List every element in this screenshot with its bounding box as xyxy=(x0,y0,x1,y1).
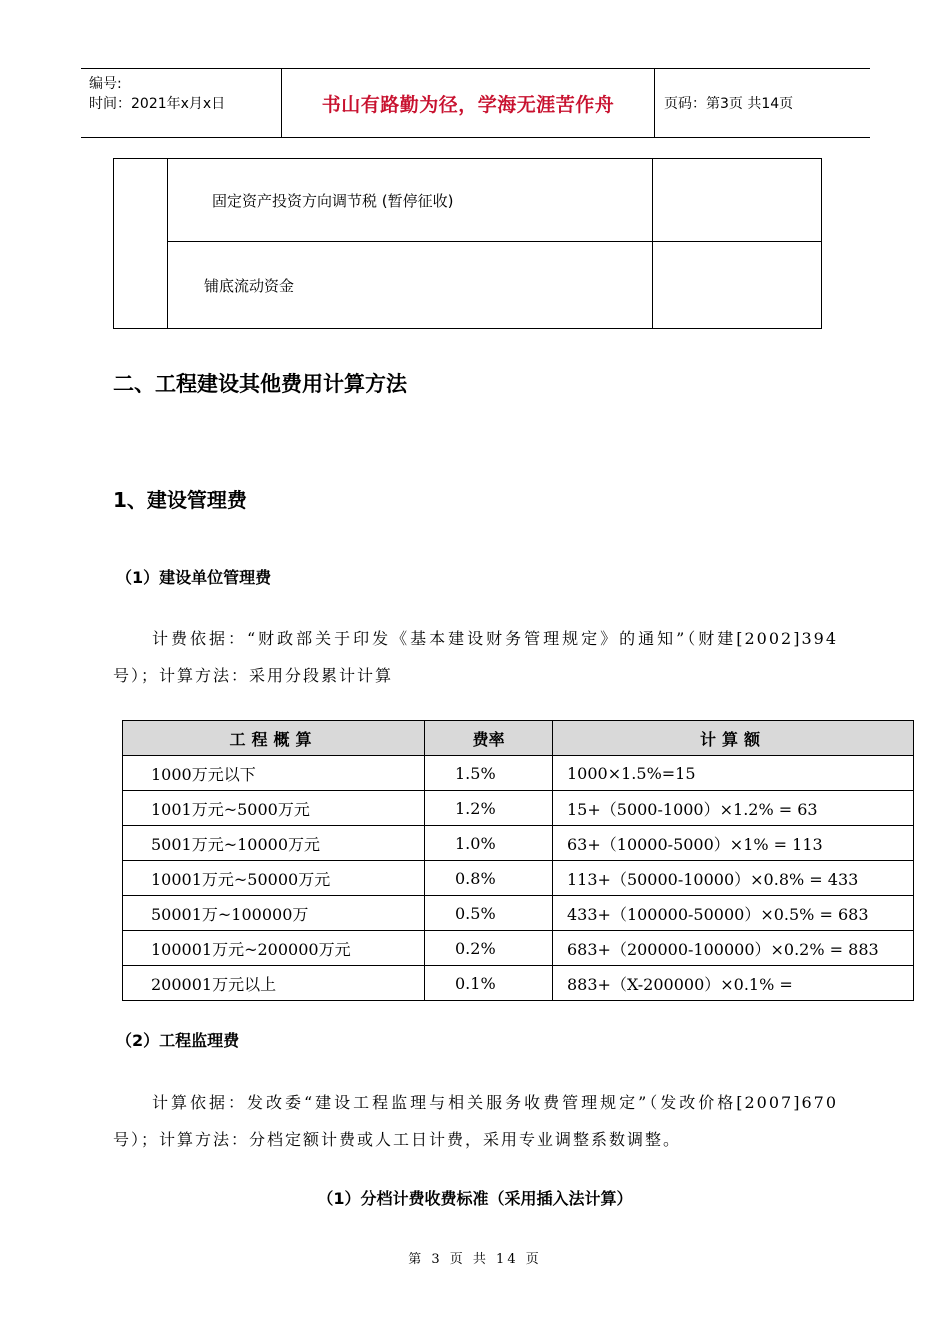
table-cell xyxy=(168,242,653,329)
header-meta xyxy=(81,69,281,137)
item1-basis xyxy=(113,620,838,694)
table-row xyxy=(114,242,822,329)
table-cell xyxy=(653,159,822,242)
page-footer: 第 3 页 共 14 页 xyxy=(408,1252,542,1267)
header-motto-cell xyxy=(281,69,655,137)
table-header-row xyxy=(123,721,914,756)
table-cell: 63+（10000-5000）×1% = 113 xyxy=(553,826,914,861)
section-title: 二、工程建设其他费用计算方法 xyxy=(113,372,407,396)
table-row xyxy=(123,896,914,931)
table-row xyxy=(123,826,914,861)
table-cell: 1000×1.5%=15 xyxy=(553,756,914,791)
table-cell: 1.2% xyxy=(425,791,553,826)
item1-basis-text: 计费依据：“财政部关于印发《基本建设财务管理规定》的通知”（财建[2002]394号）；计算方法：采用分段累计计算 xyxy=(113,629,838,685)
table-cell: 1001万元~5000万元 xyxy=(123,791,425,826)
table-cell: 15+（5000-1000）×1.2% = 63 xyxy=(553,791,914,826)
page-header xyxy=(81,68,870,138)
item2-basis-text: 计算依据：发改委“建设工程监理与相关服务收费管理规定”（发改价格[2007]670号）；计算方法：分档定额计费或人工日计费，采用专业调整系数调整。 xyxy=(113,1093,838,1149)
sub-heading: （1）分档计费收费标准（采用插入法计算） xyxy=(317,1189,633,1208)
table-cell: 50001万~100000万 xyxy=(123,896,425,931)
table-cell: 0.2% xyxy=(425,931,553,966)
motto: 书山有路勤为径，学海无涯苦作舟 xyxy=(321,93,615,116)
table-cell: 883+（X-200000）×0.1% = xyxy=(553,966,914,1001)
table-cell xyxy=(114,159,168,329)
page-info: 页码：第3页 共14页 xyxy=(664,96,794,112)
table-cell: 0.8% xyxy=(425,861,553,896)
table-row xyxy=(123,966,914,1001)
item1-title: （1）建设单位管理费 xyxy=(116,568,272,587)
serial-label: 编号: xyxy=(89,76,122,92)
table-cell: 433+（100000-50000）×0.5% = 683 xyxy=(553,896,914,931)
table-cell: 1000万元以下 xyxy=(123,756,425,791)
table-cell: 0.1% xyxy=(425,966,553,1001)
table-row xyxy=(123,931,914,966)
table-cell: 683+（200000-100000）×0.2% = 883 xyxy=(553,931,914,966)
table-row xyxy=(123,756,914,791)
table-cell xyxy=(168,159,653,242)
cost-items-table xyxy=(113,158,822,329)
date-line: 时间：2021年x月x日 xyxy=(89,96,226,112)
table-cell: 200001万元以上 xyxy=(123,966,425,1001)
column-header: 计算额 xyxy=(553,721,914,756)
table-cell xyxy=(653,242,822,329)
item2-title: （2）工程监理费 xyxy=(116,1031,240,1050)
table-row xyxy=(123,861,914,896)
subsection-title: 1、建设管理费 xyxy=(113,488,247,512)
row-label: 铺底流动资金 xyxy=(204,276,295,295)
table-row xyxy=(114,159,822,242)
table-cell: 1.5% xyxy=(425,756,553,791)
column-header: 费率 xyxy=(425,721,553,756)
table-row xyxy=(123,791,914,826)
table-cell: 100001万元~200000万元 xyxy=(123,931,425,966)
table-cell: 10001万元~50000万元 xyxy=(123,861,425,896)
table-cell: 113+（50000-10000）×0.8% = 433 xyxy=(553,861,914,896)
row-label: 固定资产投资方向调节税 (暂停征收) xyxy=(212,191,454,210)
column-header: 工程概算 xyxy=(123,721,425,756)
header-page-cell xyxy=(654,69,870,137)
table-cell: 1.0% xyxy=(425,826,553,861)
table-cell: 0.5% xyxy=(425,896,553,931)
fee-rate-table xyxy=(122,720,914,1001)
item2-basis xyxy=(113,1084,838,1158)
table-cell: 5001万元~10000万元 xyxy=(123,826,425,861)
